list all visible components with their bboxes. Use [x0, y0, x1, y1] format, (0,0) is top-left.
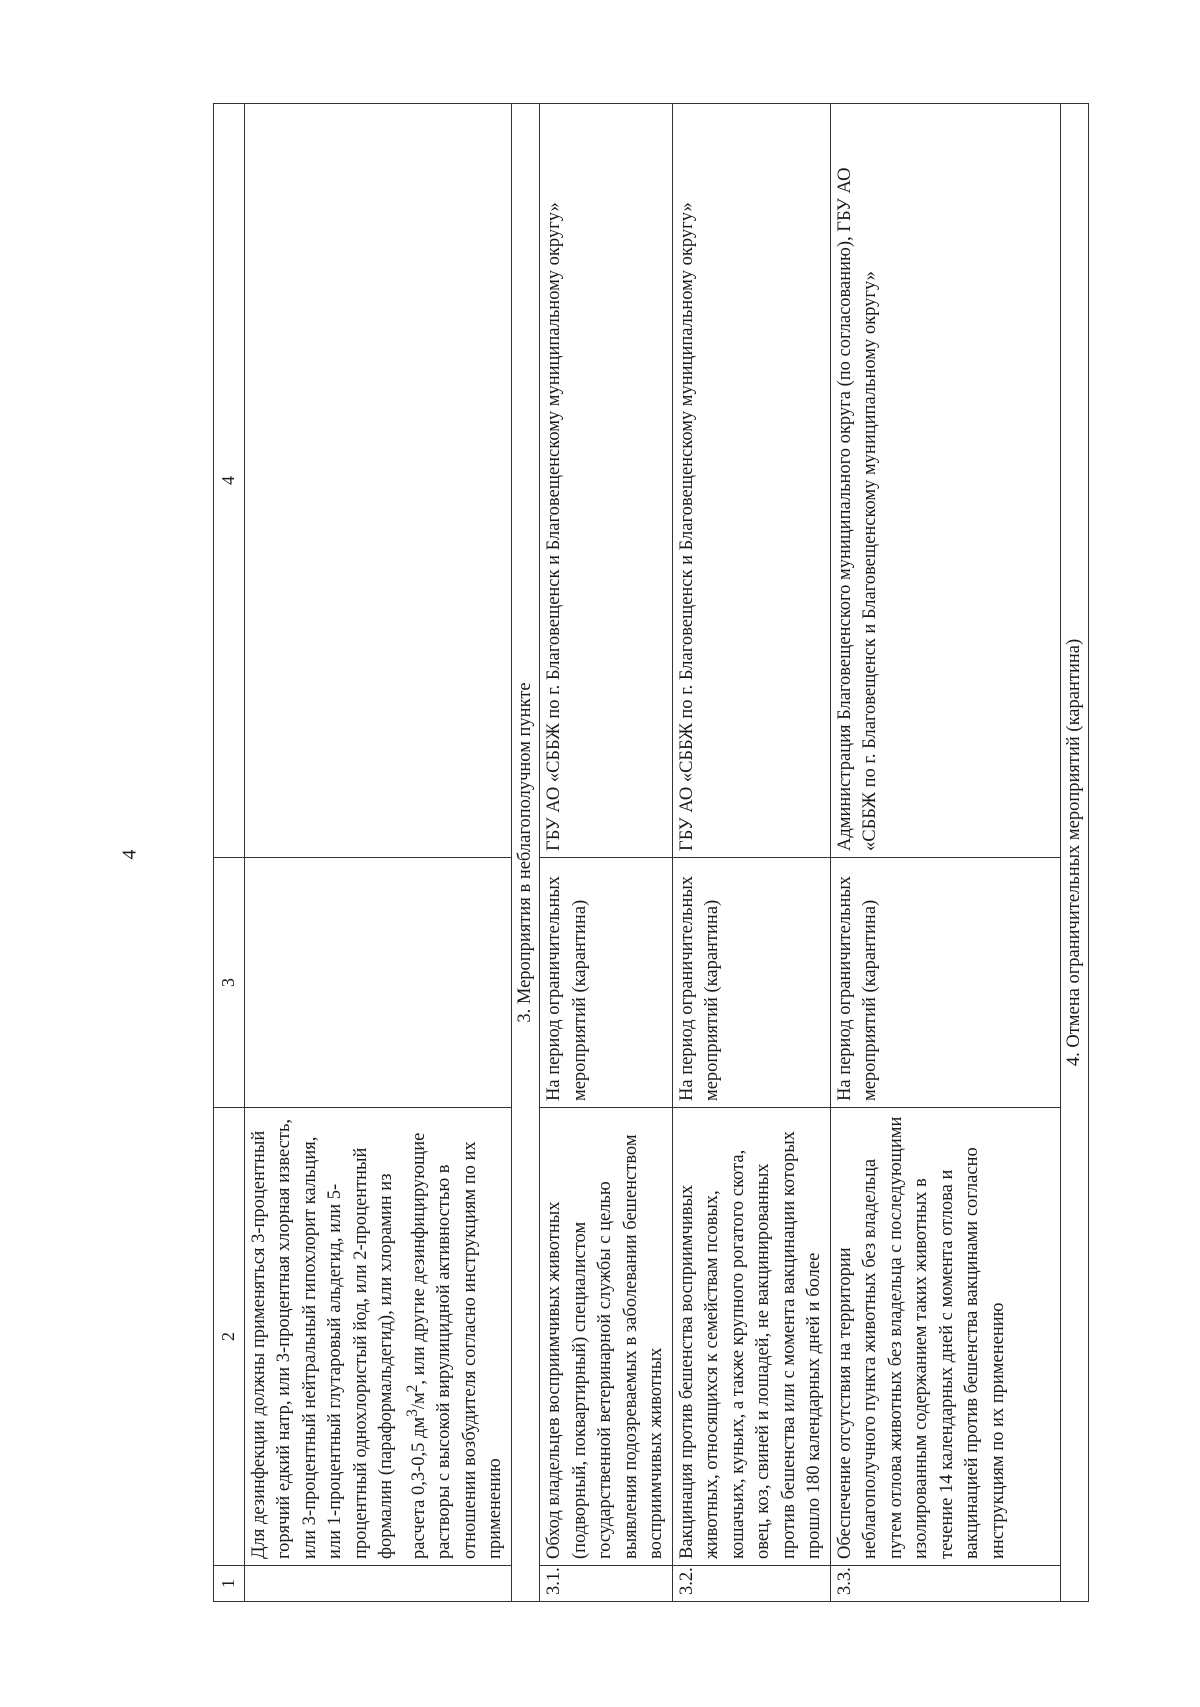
- row-number: 3.1.: [540, 1566, 673, 1602]
- period-cell: На период ограничительных мероприятий (карантина): [830, 858, 1060, 1108]
- row-number: 3.2.: [672, 1566, 830, 1602]
- header-col-1: 1: [214, 1566, 245, 1602]
- measure-cell: Для дезинфекции должны применяться 3-процентный горячий едкий натр, или 3-процентная хлорная известь, или 3-процентный нейтральный гипохлорит кальция, или 1-процентный глутаровый альдегид, или 5-процентный однохлористый йод, или 2-процентный формалин (параформальдегид), или хлорамин из расчета 0,3-0,5 $дм^3/м^2$, или другие дезинфицирующие растворы с высокой вирулицидной активностью в отношении возбудителя согласно инструкциям по их применению: [244, 1108, 511, 1566]
- responsible-cell: Администрация Благовещенского муниципального округа (по согласованию), ГБУ АО «СББЖ по г. Благовещенск и Благовещенскому муниципальному округу»: [830, 104, 1060, 858]
- table-row: [830, 104, 1060, 1602]
- section-3-title: 3. Мероприятия в неблагополучном пункте: [511, 104, 540, 1602]
- measure-cell: Обеспечение отсутствия на территории неблагополучного пункта животных без владельца путем отлова животных без владельца с последующими изолированным содержанием таких животных в течение 14 календарных дней с момента отлова и вакцинацией против бешенства вакцинами согласно инструкциям по их применению: [830, 1108, 1060, 1566]
- rotated-table-container: [213, 104, 1084, 1602]
- row-number: [244, 1566, 511, 1602]
- measure-cell: Вакцинация против бешенства восприимчивых животных, относящихся к семействам псовых, кошачьих, куньих, а также крупного рогатого скота, овец, коз, свиней и лошадей, не вакцинированных против бешенства или с момента вакцинации которых прошло 180 календарных дней и более: [672, 1108, 830, 1566]
- table-row: [672, 104, 830, 1602]
- section-3-heading-row: [511, 104, 540, 1602]
- header-col-2: 2: [214, 1108, 245, 1566]
- header-col-4: 4: [214, 104, 245, 858]
- period-cell: [244, 858, 511, 1108]
- table-row: [244, 104, 511, 1602]
- responsible-cell: [244, 104, 511, 858]
- period-cell: На период ограничительных мероприятий (карантина): [672, 858, 830, 1108]
- period-cell: На период ограничительных мероприятий (карантина): [540, 858, 673, 1108]
- table-header-row: [214, 104, 245, 1602]
- responsible-cell: ГБУ АО «СББЖ по г. Благовещенск и Благовещенскому муниципальному округу»: [672, 104, 830, 858]
- section-4-title: 4. Отмена ограничительных мероприятий (карантина): [1060, 104, 1089, 1602]
- row-number: 3.3.: [830, 1566, 1060, 1602]
- measure-cell: Обход владельцев восприимчивых животных (подворный, поквартирный) специалистом государственной ветеринарной службы с целью выявления подозреваемых в заболевании бешенством восприимчивых животных: [540, 1108, 673, 1566]
- measures-table: [213, 103, 1089, 1602]
- table-row: [540, 104, 673, 1602]
- responsible-cell: ГБУ АО «СББЖ по г. Благовещенск и Благовещенскому муниципальному округу»: [540, 104, 673, 858]
- page-number: 4: [118, 849, 141, 860]
- header-col-3: 3: [214, 858, 245, 1108]
- section-4-heading-row: [1060, 104, 1089, 1602]
- landscape-table-area: [213, 104, 1084, 1602]
